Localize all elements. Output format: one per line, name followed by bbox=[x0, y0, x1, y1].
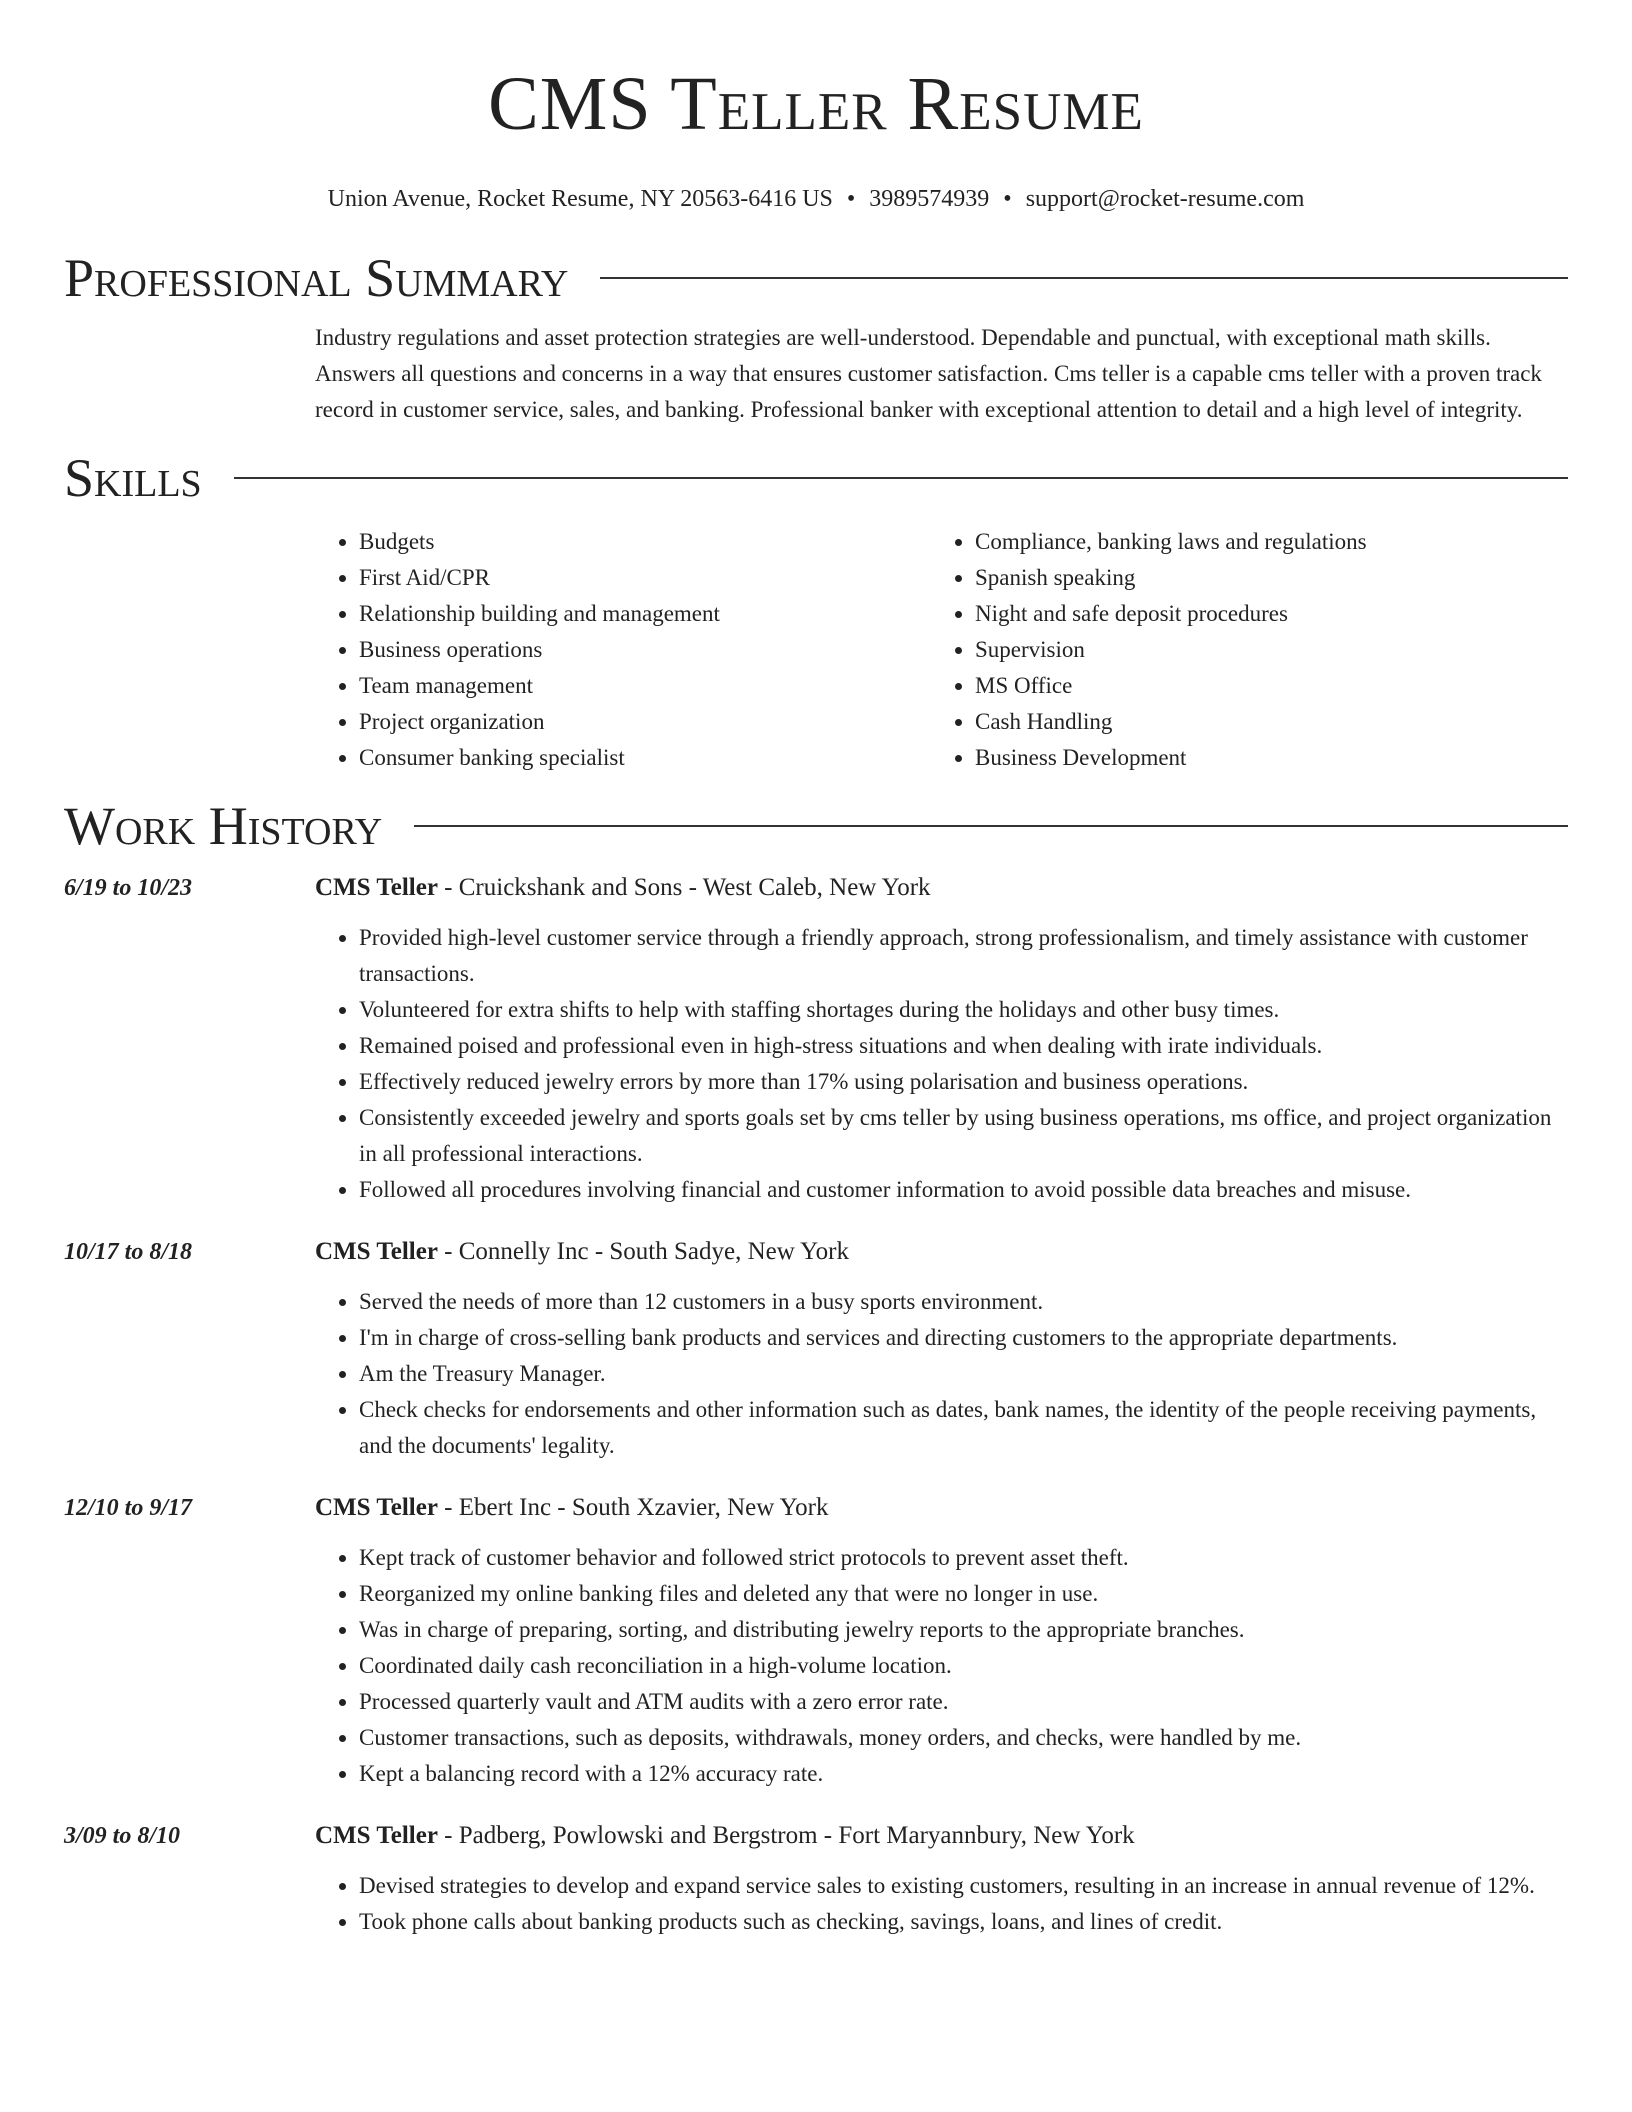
job-duty-item: • Customer transactions, such as deposits, withdrawals, money orders, and checks, were handled by me. bbox=[359, 1720, 1568, 1756]
skills-list bbox=[315, 524, 1568, 776]
page-title: CMS Teller Resume bbox=[488, 62, 1144, 146]
job-duty-item: • Followed all procedures involving financial and customer information to avoid possible data breaches and misuse. bbox=[359, 1172, 1568, 1208]
job-duty-item: • Reorganized my online banking files and deleted any that were no longer in use. bbox=[359, 1576, 1568, 1612]
skill-item: • Supervision bbox=[975, 632, 1547, 668]
skill-item: • First Aid/CPR bbox=[359, 560, 931, 596]
work-history-list bbox=[64, 870, 1568, 1940]
job-title-line bbox=[315, 1234, 1568, 1270]
job-dates: 6/19 to 10/23 bbox=[64, 875, 193, 901]
job-title: CMS Teller bbox=[315, 1238, 438, 1265]
job-duty-item: • Coordinated daily cash reconciliation in a high-volume location. bbox=[359, 1648, 1568, 1684]
job-duties-list bbox=[315, 1868, 1568, 1940]
job-title: CMS Teller bbox=[315, 1822, 438, 1849]
skill-item: • Relationship building and management bbox=[359, 596, 931, 632]
work-heading: Work History bbox=[64, 796, 383, 856]
skill-item: • Spanish speaking bbox=[975, 560, 1547, 596]
job-duty-item: • Kept a balancing record with a 12% accuracy rate. bbox=[359, 1756, 1568, 1792]
job-title: CMS Teller bbox=[315, 874, 438, 901]
job-body bbox=[315, 1818, 1568, 1940]
contact-email: support@rocket-resume.com bbox=[1025, 186, 1305, 212]
skill-item: • Project organization bbox=[359, 704, 931, 740]
job-duties-list bbox=[315, 1540, 1568, 1792]
skill-item: • Budgets bbox=[359, 524, 931, 560]
summary-heading: Professional Summary bbox=[64, 248, 569, 308]
job-duty-item: • Was in charge of preparing, sorting, and distributing jewelry reports to the appropriate branches. bbox=[359, 1612, 1568, 1648]
job-dates: 10/17 to 8/18 bbox=[64, 1239, 193, 1265]
job-duty-item: • Consistently exceeded jewelry and sports goals set by cms teller by using business operations, ms office, and project organization in all professional interactions. bbox=[359, 1100, 1568, 1172]
job-title-line bbox=[315, 1490, 1568, 1526]
summary-text: Industry regulations and asset protection strategies are well-understood. Dependable and punctual, with exceptional math skills. Answers all questions and concerns in a way that ensures customer satisfaction. Cms teller is a capable cms teller with a proven track record in customer service, sales, and banking. Professional banker with exceptional attention to detail and a high level of integrity. bbox=[315, 325, 1542, 422]
skill-item: • Cash Handling bbox=[975, 704, 1547, 740]
job-body bbox=[315, 870, 1568, 1208]
job-duty-item: • Volunteered for extra shifts to help with staffing shortages during the holidays and other busy times. bbox=[359, 992, 1568, 1028]
section-divider bbox=[414, 825, 1568, 827]
skill-item: • Compliance, banking laws and regulations bbox=[975, 524, 1547, 560]
job-duty-item: • I'm in charge of cross-selling bank products and services and directing customers to the appropriate departments. bbox=[359, 1320, 1568, 1356]
work-entry bbox=[64, 870, 1568, 1208]
skills-column-right bbox=[931, 524, 1547, 776]
work-entry bbox=[64, 1818, 1568, 1940]
job-title-line bbox=[315, 870, 1568, 906]
section-divider bbox=[234, 477, 1568, 479]
job-company-location: - Padberg, Powlowski and Bergstrom - Fort Maryannbury, New York bbox=[437, 1822, 1135, 1849]
job-title: CMS Teller bbox=[315, 1494, 438, 1521]
skill-item: • Night and safe deposit procedures bbox=[975, 596, 1547, 632]
resume-page bbox=[64, 0, 1568, 1940]
summary-section-header bbox=[64, 248, 1568, 308]
job-company-location: - Connelly Inc - South Sadye, New York bbox=[437, 1238, 850, 1265]
job-duty-item: • Remained poised and professional even in high-stress situations and when dealing with irate individuals. bbox=[359, 1028, 1568, 1064]
skill-item: • MS Office bbox=[975, 668, 1547, 704]
job-duty-item: • Provided high-level customer service through a friendly approach, strong professionalism, and timely assistance with customer transactions. bbox=[359, 920, 1568, 992]
contact-line bbox=[64, 184, 1568, 214]
contact-separator: • bbox=[846, 186, 856, 212]
job-company-location: - Ebert Inc - South Xzavier, New York bbox=[437, 1494, 829, 1521]
contact-phone: 3989574939 bbox=[869, 186, 990, 212]
work-entry bbox=[64, 1234, 1568, 1464]
job-title-line bbox=[315, 1818, 1568, 1854]
skills-heading: Skills bbox=[64, 448, 202, 508]
job-duty-item: • Effectively reduced jewelry errors by more than 17% using polarisation and business operations. bbox=[359, 1064, 1568, 1100]
work-entry bbox=[64, 1490, 1568, 1792]
section-divider bbox=[600, 277, 1568, 279]
contact-separator: • bbox=[1003, 186, 1012, 212]
job-duty-item: • Took phone calls about banking products such as checking, savings, loans, and lines of credit. bbox=[359, 1904, 1568, 1940]
summary-section bbox=[315, 320, 1568, 428]
job-duty-item: • Am the Treasury Manager. bbox=[359, 1356, 1568, 1392]
skills-section-header bbox=[64, 448, 1568, 508]
job-company-location: - Cruickshank and Sons - West Caleb, New York bbox=[437, 874, 931, 901]
job-duty-item: • Check checks for endorsements and other information such as dates, bank names, the identity of the people receiving payments, and the documents' legality. bbox=[359, 1392, 1568, 1464]
skill-item: • Business Development bbox=[975, 740, 1547, 776]
job-duties-list bbox=[315, 1284, 1568, 1464]
skills-column-left bbox=[315, 524, 931, 776]
job-body bbox=[315, 1234, 1568, 1464]
job-duty-item: • Processed quarterly vault and ATM audits with a zero error rate. bbox=[359, 1684, 1568, 1720]
skill-item: • Team management bbox=[359, 668, 931, 704]
job-duty-item: • Served the needs of more than 12 customers in a busy sports environment. bbox=[359, 1284, 1568, 1320]
job-dates: 3/09 to 8/10 bbox=[64, 1823, 181, 1849]
job-dates: 12/10 to 9/17 bbox=[64, 1495, 193, 1521]
contact-address: Union Avenue, Rocket Resume, NY 20563-6416 US bbox=[327, 186, 833, 212]
job-body bbox=[315, 1490, 1568, 1792]
skill-item: • Consumer banking specialist bbox=[359, 740, 931, 776]
work-section-header bbox=[64, 796, 1568, 856]
job-duties-list bbox=[315, 920, 1568, 1208]
job-duty-item: • Devised strategies to develop and expand service sales to existing customers, resulting in an increase in annual revenue of 12%. bbox=[359, 1868, 1568, 1904]
job-duty-item: • Kept track of customer behavior and followed strict protocols to prevent asset theft. bbox=[359, 1540, 1568, 1576]
skill-item: • Business operations bbox=[359, 632, 931, 668]
